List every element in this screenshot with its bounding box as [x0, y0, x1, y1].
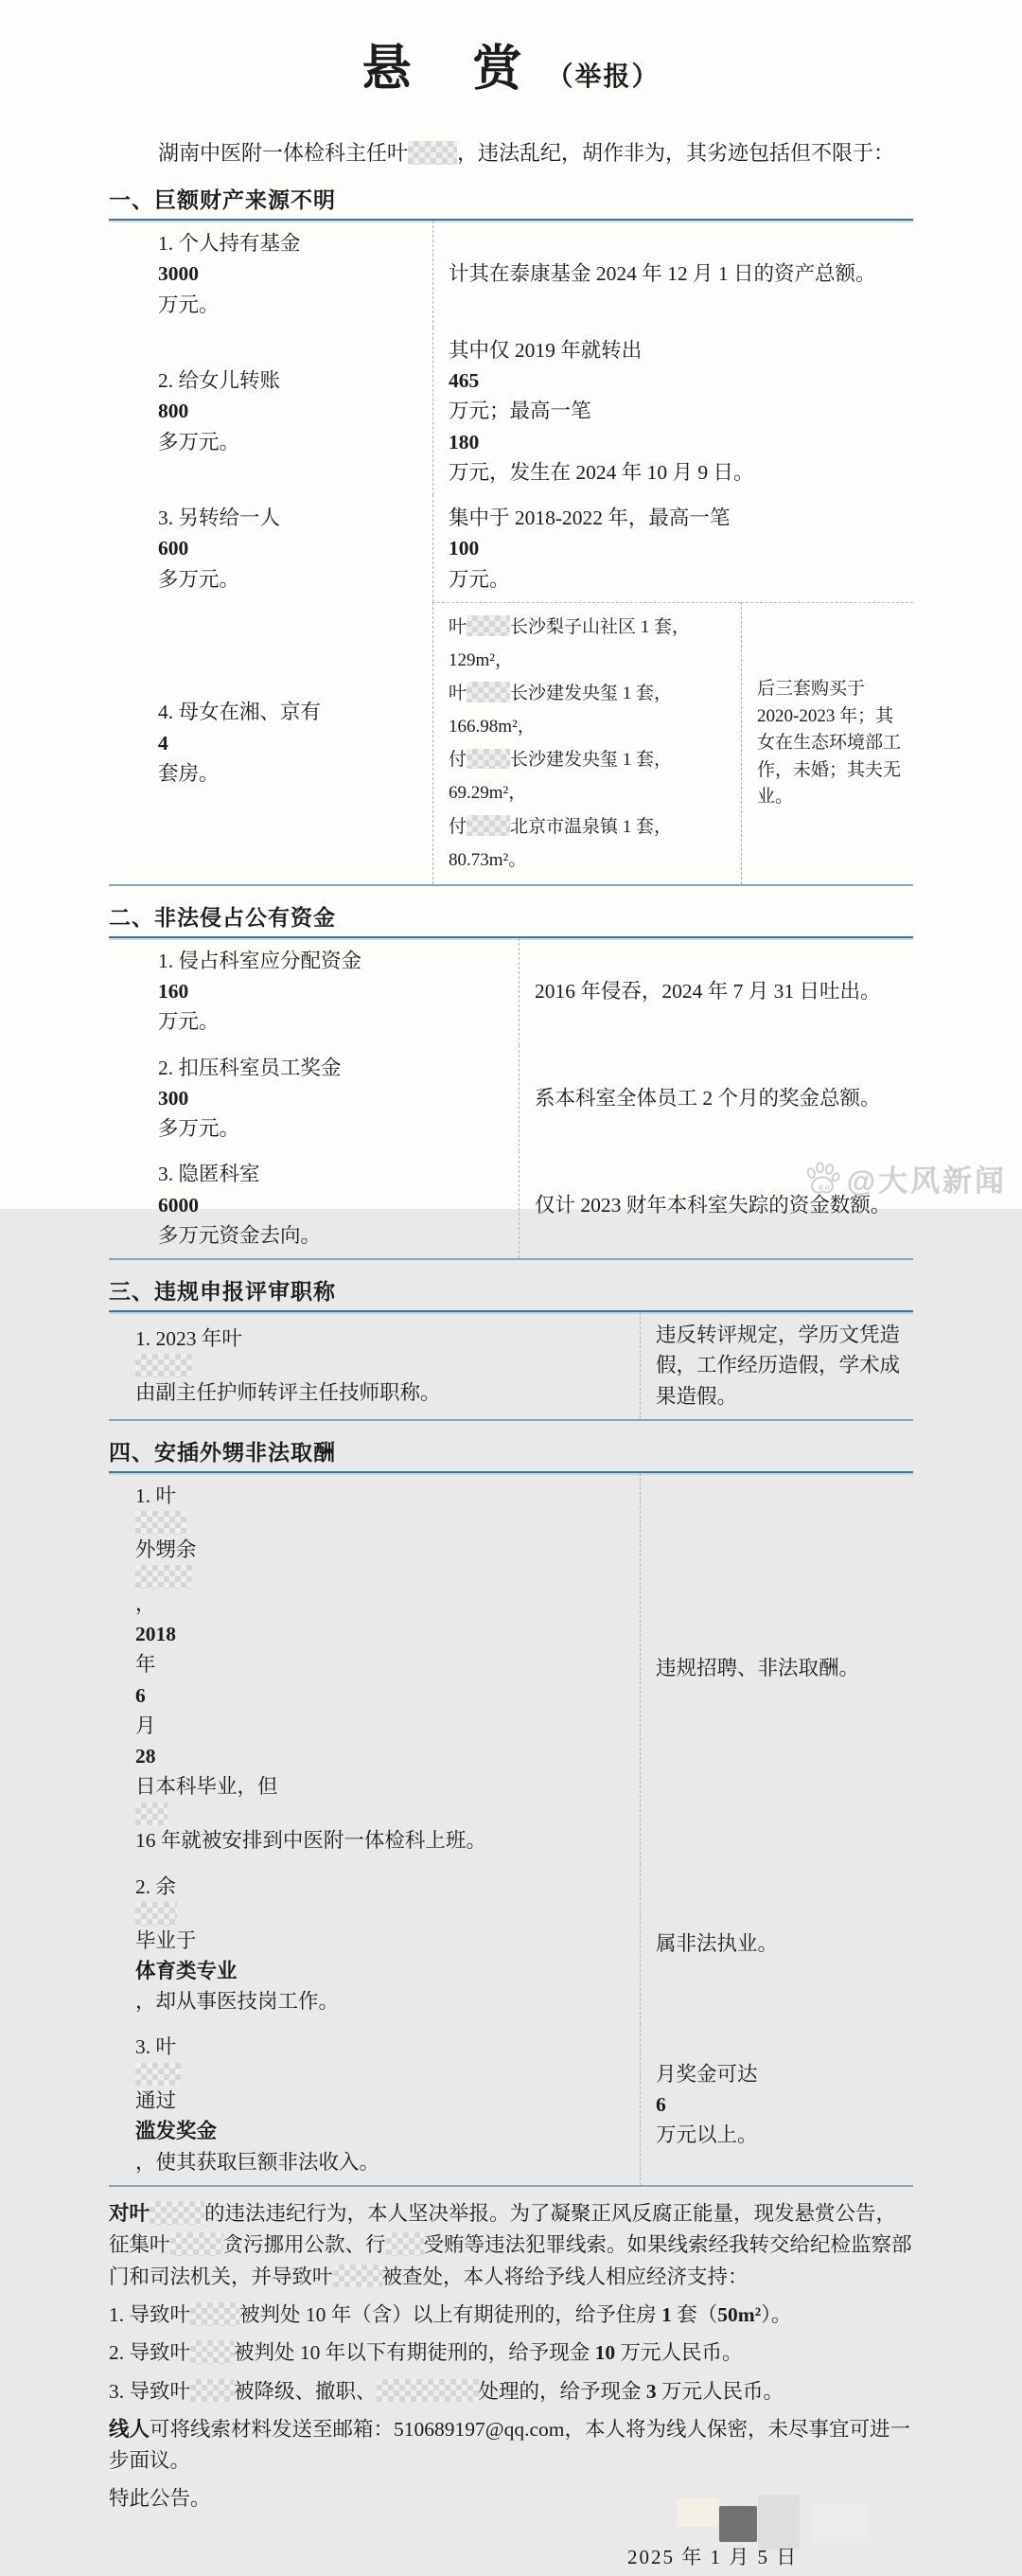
redacted-name	[170, 2232, 223, 2256]
final-statement: 特此公告。	[109, 2487, 211, 2511]
table-row	[109, 602, 913, 884]
redacted-name	[135, 1803, 167, 1826]
table-cell-claim: 3. 隐匿科室 6000 多万元资金去向。	[158, 1163, 322, 1247]
title-sub: （举报）	[546, 62, 661, 92]
section-3-table	[109, 1310, 913, 1421]
redacted-name	[467, 682, 510, 702]
section-3-heading: 三、违规申报评审职称	[109, 1280, 336, 1305]
redacted-name	[408, 141, 457, 165]
section-4-heading: 四、安插外甥非法取酬	[109, 1440, 336, 1465]
table-cell-properties	[432, 602, 741, 884]
table-row	[109, 2024, 913, 2185]
section-1-table	[109, 219, 913, 886]
svg-text:du: du	[818, 1182, 832, 1192]
intro-paragraph: 湖南中医附一体检科主任叶 ，违法乱纪，胡作非为，其劣迹包括但不限于：	[158, 141, 895, 165]
table-cell-detail: 仅计 2023 财年本科室失踪的资金数额。	[519, 1151, 913, 1258]
watermark-text: @大风新闻	[846, 1164, 1007, 1198]
table-cell-detail: 月奖金可达 6 万元以上。	[640, 2024, 913, 2185]
section-nepotism	[109, 1435, 913, 2187]
reward-item: 2. 导致叶 被判处 10 年以下有期徒刑的，给予现金 10 万元人民币。	[109, 2341, 743, 2365]
table-row	[109, 328, 913, 495]
table-cell-claim: 3. 叶 通过 滥发奖金 ，使其获取巨额非法收入。	[135, 2035, 380, 2174]
section-illicit-wealth	[109, 183, 913, 886]
table-cell-detail: 其中仅 2019 年就转出 465 万元；最高一笔 180 万元，发生在 2024 年 10 月 9 日。	[432, 328, 913, 495]
table-cell-claim: 2. 余 毕业于 体育类专业 ，却从事医技岗工作。	[135, 1874, 340, 2013]
redacted-name	[386, 2232, 424, 2256]
redaction-blob	[719, 2506, 757, 2542]
table-row	[109, 495, 913, 602]
table-cell-claim: 1. 叶 外甥余 ， 2018 年 6 月 28 日本科毕业，但 16 年就被安排到中医附一体检科上班。	[135, 1483, 486, 1853]
redacted-name	[467, 749, 510, 770]
table-cell-detail: 系本科室全体员工 2 个月的奖金总额。	[519, 1045, 913, 1152]
closing-paragraph: 对叶 的违法违纪行为，本人坚决举报。为了凝聚正风反腐正能量，现发悬赏公告，征集叶 贪污挪用公款、行 受贿等违法犯罪线索。如果线索经我转交给纪检监察部门和司法机关，并导致叶 被查处，本人将给予线人相应经济支持：	[109, 2201, 912, 2288]
table-cell-detail: 集中于 2018-2022 年，最高一笔 100 万元。	[432, 495, 913, 602]
table-cell-claim: 1. 2023 年叶 由副主任护师转评主任技师职称。	[135, 1326, 441, 1404]
table-row	[109, 1864, 913, 2025]
redacted-name	[190, 2340, 234, 2364]
redacted-name	[377, 2379, 479, 2403]
property-line: 叶 长沙梨子山社区 1 套，129m²，	[449, 616, 691, 670]
redaction-blob	[811, 2504, 866, 2542]
title-main: 悬 赏	[361, 43, 547, 97]
table-cell-claim: 1. 侵占科室应分配资金 160 万元。	[158, 949, 362, 1034]
table-cell-note: 后三套购买于 2020-2023 年；其女在生态环境部工作，未婚；其夫无业。	[741, 602, 913, 884]
redacted-name	[150, 2201, 204, 2225]
reward-item: 3. 导致叶 被降级、撤职、 处理的，给予现金 3 万元人民币。	[109, 2379, 784, 2403]
redacted-name	[467, 615, 510, 636]
table-row	[109, 1473, 913, 1864]
table-cell-detail: 计其在泰康基金 2024 年 12 月 1 日的资产总额。	[432, 221, 913, 328]
redacted-name	[190, 2379, 234, 2403]
section-2-table	[109, 936, 913, 1260]
table-cell-detail: 违规招聘、非法取酬。	[640, 1473, 913, 1864]
signature-date-row	[109, 2531, 913, 2576]
contact-paragraph: 线人可将线索材料发送至邮箱：510689197@qq.com，本人将为线人保密，未尽事宜可进一步面议。	[109, 2417, 910, 2473]
redacted-name	[467, 815, 510, 836]
table-row	[109, 1151, 913, 1258]
table-row	[109, 221, 913, 328]
table-cell-claim: 1. 个人持有基金 3000 万元。	[158, 232, 301, 316]
table-cell-detail: 违反转评规定，学历文凭造假，工作经历造假，学术成果造假。	[640, 1312, 913, 1419]
section-4-table	[109, 1471, 913, 2187]
redaction-blob	[677, 2498, 718, 2527]
property-line: 叶 长沙建发央玺 1 套，166.98m²，	[449, 684, 673, 737]
news-watermark	[803, 1157, 1007, 1199]
baidu-paw-icon	[803, 1160, 841, 1198]
table-row	[109, 938, 913, 1045]
property-line: 付 北京市温泉镇 1 套，80.73m²。	[449, 816, 673, 870]
redacted-name	[135, 1902, 177, 1926]
table-cell-detail: 2016 年侵吞，2024 年 7 月 31 日吐出。	[519, 938, 913, 1045]
table-cell-detail: 属非法执业。	[640, 1864, 913, 2025]
section-embezzlement	[109, 900, 913, 1260]
redacted-name	[135, 2063, 181, 2087]
table-cell-claim: 4. 母女在湘、京有 4 套房。	[158, 701, 322, 785]
table-cell-claim: 2. 扣压科室员工奖金 300 多万元。	[158, 1056, 342, 1141]
date-text: 2025 年 1 月 5 日	[627, 2545, 799, 2568]
table-row	[109, 1312, 913, 1419]
property-line: 付 长沙建发央玺 1 套，69.29m²，	[449, 750, 673, 804]
redacted-name	[135, 1354, 192, 1377]
section-1-heading: 一、巨额财产来源不明	[109, 188, 336, 212]
table-cell-claim: 3. 另转给一人 600 多万元。	[158, 506, 281, 591]
redacted-name	[135, 1511, 186, 1535]
page-title	[109, 28, 913, 99]
reward-item: 1. 导致叶 被判处 10 年（含）以上有期徒刑的，给予住房 1 套（50m²）。	[109, 2302, 792, 2326]
redacted-name	[135, 1565, 192, 1589]
section-title-fraud	[109, 1274, 913, 1421]
redacted-name	[190, 2302, 239, 2326]
redacted-name	[333, 2265, 382, 2288]
table-row	[109, 1045, 913, 1152]
section-2-heading: 二、非法侵占公有资金	[109, 905, 336, 930]
table-cell-claim: 2. 给女儿转账 800 多万元。	[158, 369, 281, 453]
